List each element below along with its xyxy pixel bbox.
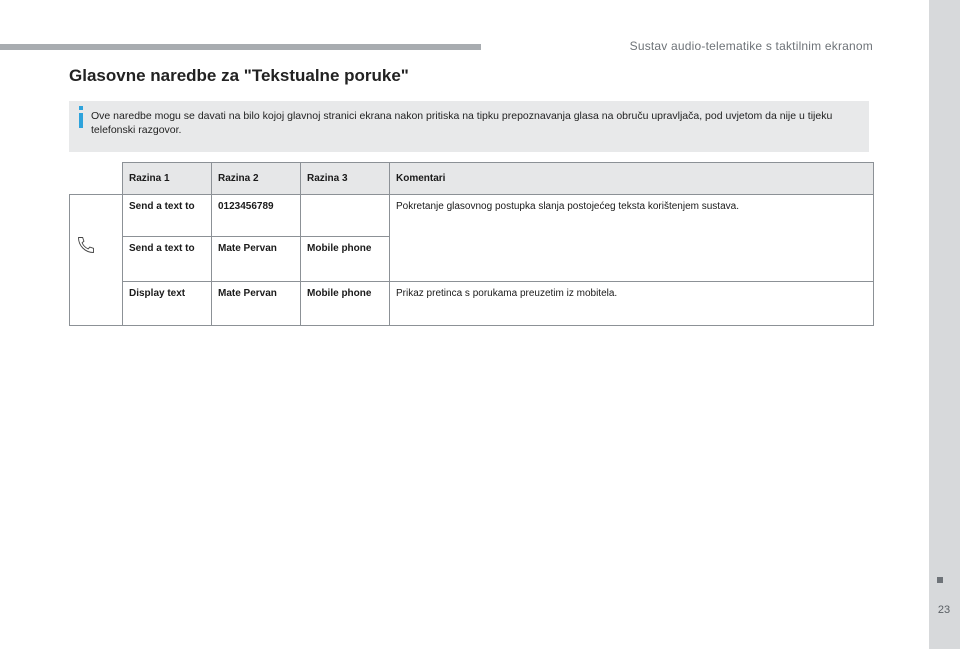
page-title: Glasovne naredbe za "Tekstualne poruke" (69, 66, 409, 85)
info-icon (79, 113, 83, 128)
cell-level2: 0123456789 (212, 195, 301, 237)
table-row (70, 195, 874, 237)
cell-comment: Prikaz pretinca s porukama preuzetim iz mobitela. (390, 282, 874, 326)
column-header-level2: Razina 2 (212, 163, 301, 195)
table-row (70, 282, 874, 326)
page-number: 23 (937, 604, 951, 616)
page-marker (937, 577, 943, 583)
cell-level3 (301, 195, 390, 237)
cell-level1: Send a text to (123, 237, 212, 282)
header-rule (0, 44, 481, 50)
table-header-row (70, 163, 874, 195)
cell-comment: Pokretanje glasovnog postupka slanja postojećeg teksta korištenjem sustava. (390, 195, 874, 282)
column-header-comments: Komentari (390, 163, 874, 195)
icon-cell (70, 195, 123, 326)
cell-level1: Display text (123, 282, 212, 326)
page-sidebar (929, 0, 960, 649)
table-corner (70, 163, 123, 195)
cell-level3: Mobile phone (301, 282, 390, 326)
voice-commands-table (69, 162, 874, 326)
phone-icon (76, 235, 96, 258)
column-header-level1: Razina 1 (123, 163, 212, 195)
info-box (69, 101, 869, 152)
column-header-level3: Razina 3 (301, 163, 390, 195)
cell-level1: Send a text to (123, 195, 212, 237)
info-text: Ove naredbe mogu se davati na bilo kojoj glavnoj stranici ekrana nakon pritiska na tipku prepoznavanja glasa na obruču upravljača, pod uvjetom da nije u tijeku telefonski razgovor. (91, 110, 833, 136)
cell-level2: Mate Pervan (212, 237, 301, 282)
cell-level2: Mate Pervan (212, 282, 301, 326)
section-title: Sustav audio-telematike s taktilnim ekranom (629, 39, 873, 53)
cell-level3: Mobile phone (301, 237, 390, 282)
